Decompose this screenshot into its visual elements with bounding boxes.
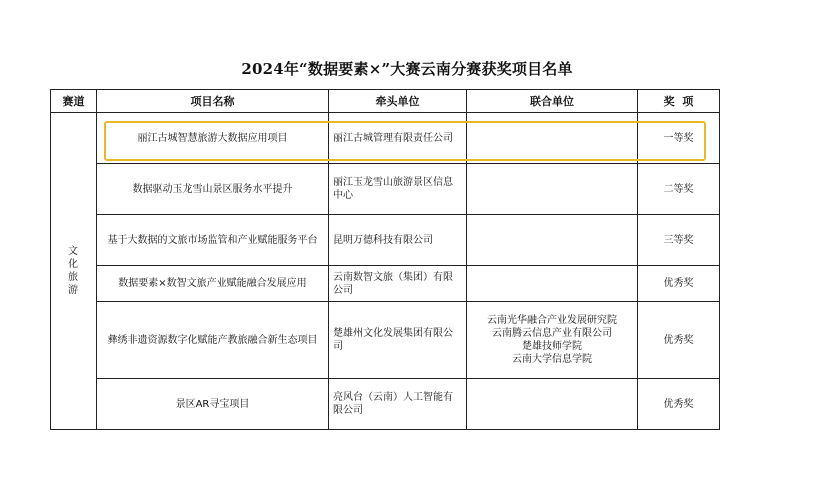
page-title: 2024年“数据要素×”大赛云南分赛获奖项目名单	[241, 60, 573, 78]
project-name: 彝绣非遗资源数字化赋能产教旅融合新生态项目	[97, 302, 329, 379]
table-row	[51, 164, 720, 215]
table-row	[51, 215, 720, 266]
partner-unit-line: 云南光华融合产业发展研究院	[487, 315, 617, 326]
table-row	[51, 266, 720, 302]
header-lead: 牵头单位	[329, 90, 467, 113]
award-level: 一等奖	[638, 113, 720, 164]
partner-units	[467, 266, 638, 302]
header-partners: 联合单位	[467, 90, 638, 113]
partner-units	[467, 215, 638, 266]
header-track: 赛道	[51, 90, 97, 113]
lead-unit: 丽江玉龙雪山旅游景区信息中心	[329, 164, 467, 215]
lead-unit: 云南数智文旅（集团）有限公司	[329, 266, 467, 302]
project-name: 数据驱动玉龙雪山景区服务水平提升	[97, 164, 329, 215]
awards-table	[50, 89, 720, 430]
award-level: 二等奖	[638, 164, 720, 215]
project-name: 数据要素×数智文旅产业赋能融合发展应用	[97, 266, 329, 302]
project-name: 基于大数据的文旅市场监管和产业赋能服务平台	[97, 215, 329, 266]
award-level: 优秀奖	[638, 266, 720, 302]
lead-unit: 昆明万德科技有限公司	[329, 215, 467, 266]
partner-unit-line: 云南腾云信息产业有限公司	[492, 328, 612, 339]
partner-unit-line: 楚雄技师学院	[522, 341, 582, 352]
award-level: 三等奖	[638, 215, 720, 266]
partner-units	[467, 379, 638, 430]
table-row	[51, 113, 720, 164]
partner-units	[467, 164, 638, 215]
lead-unit: 亮风台（云南）人工智能有限公司	[329, 379, 467, 430]
award-level: 优秀奖	[638, 379, 720, 430]
lead-unit: 丽江古城管理有限责任公司	[329, 113, 467, 164]
table-row	[51, 302, 720, 379]
project-name: 丽江古城智慧旅游大数据应用项目	[97, 113, 329, 164]
partner-units	[467, 302, 638, 379]
header-award: 奖 项	[638, 90, 720, 113]
header-project: 项目名称	[97, 90, 329, 113]
project-name: 景区AR寻宝项目	[97, 379, 329, 430]
partner-unit-line: 云南大学信息学院	[512, 354, 592, 365]
lead-unit: 楚雄州文化发展集团有限公司	[329, 302, 467, 379]
award-level: 优秀奖	[638, 302, 720, 379]
track-cell: 文化旅游	[51, 113, 97, 430]
table-header-row	[51, 90, 720, 113]
table-row	[51, 379, 720, 430]
partner-units	[467, 113, 638, 164]
